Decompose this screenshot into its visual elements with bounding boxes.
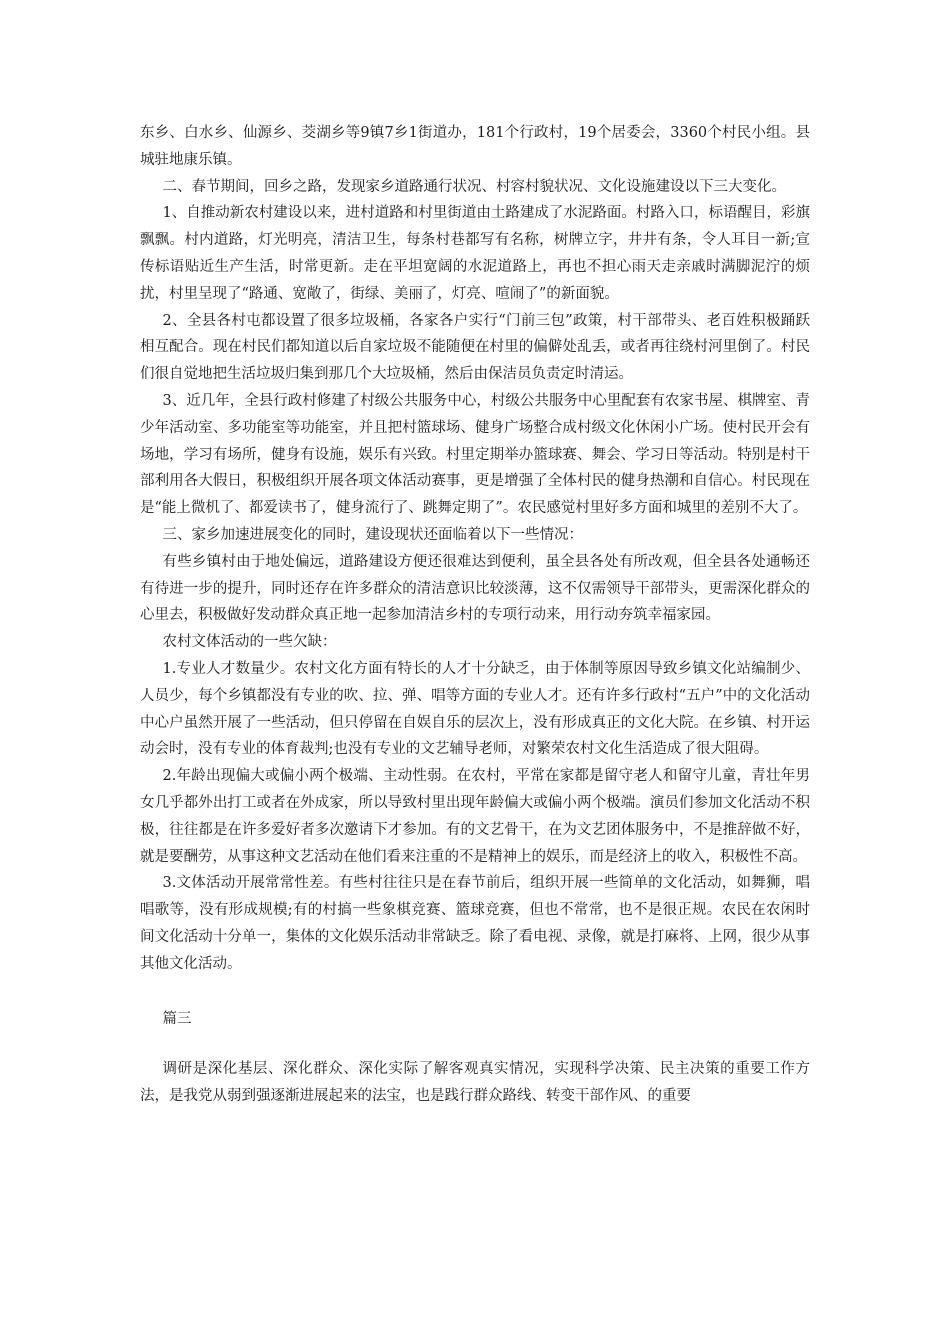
- paragraph-deficiency-age: 2.年龄出现偏大或偏小两个极端、主动性弱。在农村，平常在家都是留守老人和留守儿童，青壮年男女几乎都外出打工或者在外成家，所以导致村里出现年龄偏大或偏小两个极端。演员们参加文化活动不积极，往往都是在许多爱好者多次邀请下才参加。有的文艺骨干，在为文艺团体服务中，不是推辞做不好，就是要酬劳，从事这种文艺活动在他们看来注重的不是精神上的娱乐，而是经济上的收入，积极性不高。: [140, 768, 810, 865]
- paragraph-research-intro: 调研是深化基层、深化群众、深化实际了解客观真实情况，实现科学决策、民主决策的重要工作方法，是我党从弱到强逐渐进展起来的法宝，也是践行群众路线、转变干部作风、的重要: [140, 1061, 810, 1105]
- paragraph-intro-continued: 东乡、白水乡、仙源乡、茭湖乡等9镇7乡1街道办，181个行政村，19个居委会，3360个村民小组。县城驻地康乐镇。: [140, 125, 810, 168]
- paragraph-change-culture: 3、近几年，全县行政村修建了村级公共服务中心，村级公共服务中心里配套有农家书屋、棋牌室、青少年活动室、多功能室等功能室，并且把村篮球场、健身广场整合成村级文化休闲小广场。使村民开会有场地，学习有场所，健身有设施，娱乐有兴致。村里定期举办篮球赛、舞会、学习日等活动。特别是村干部利用各大假日，积极组织开展各项文体活动赛事，更是增强了全体村民的健身热潮和自信心。村民现在是“能上微机了、都爱读书了，健身流行了、跳舞定期了”。农民感觉村里好多方面和城里的差别不大了。: [140, 392, 810, 517]
- paragraph-section-three: 三、家乡加速进展变化的同时，建设现状还面临着以下一些情况：: [162, 526, 583, 543]
- paragraph-change-roads: 1、自推动新农村建设以来，进村道路和村里街道由土路建成了水泥路面。村路入口，标语醒目，彩旗飘飘。村内道路，灯光明亮，清洁卫生，每条村巷都写有名称，树牌立字，井井有条，令人耳目一新;宣传标语贴近生产生活，时常更新。走在平坦宽阔的水泥道路上，再也不担心雨天走亲戚时满脚泥泞的烦扰，村里呈现了“路通、宽敞了，街绿、美丽了，灯亮、喧闹了”的新面貌。: [140, 205, 810, 302]
- paragraph-remaining-issues: 有些乡镇村由于地处偏远，道路建设方便还很难达到便利，虽全县各处有所改观，但全县各处通畅还有待进一步的提升，同时还存在许多群众的清洁意识比较淡薄，这不仅需领导干部带头，更需深化群众的心里去，积极做好发动群众真正地一起参加清洁乡村的专项行动来，用行动夯筑幸福家园。: [140, 553, 810, 624]
- section-heading-part-three: 篇三: [162, 1010, 192, 1027]
- paragraph-deficiency-talent: 1.专业人才数量少。农村文化方面有特长的人才十分缺乏，由于体制等原因导致乡镇文化站编制少、人员少，每个乡镇都没有专业的吹、拉、弹、唱等方面的专业人才。还有许多行政村“五户”中的文化活动中心户虽然开展了一些活动，但只停留在自娱自乐的层次上，没有形成真正的文化大院。在乡镇、村开运动会时，没有专业的体育裁判;也没有专业的文艺辅导老师，对繁荣农村文化生活造成了很大阻碍。: [140, 660, 810, 758]
- paragraph-deficiency-regularity: 3.文体活动开展常常性差。有些村往往只是在春节前后，组织开展一些简单的文化活动，如舞狮，唱唱歌等，没有形成规模;有的村搞一些象棋竞赛、篮球竞赛，但也不常常，也不是很正规。农民在农闲时间文化活动十分单一，集体的文化娱乐活动非常缺乏。除了看电视、录像，就是打麻将、上网，很少从事其他文化活动。: [140, 875, 810, 972]
- paragraph-change-sanitation: 2、全县各村屯都设置了很多垃圾桶，各家各户实行“门前三包”政策，村干部带头、老百姓积极踊跃相互配合。现在村民们都知道以后自家垃圾不能随便在村里的偏僻处乱丢，或者再往绕村河里倒了。村民们很自觉地把生活垃圾归集到那几个大垃圾桶，然后由保洁员负责定时清运。: [140, 312, 810, 383]
- paragraph-section-two: 二、春节期间，回乡之路，发现家乡道路通行状况、村容村貌状况、文化设施建设以下三大变化。: [162, 178, 786, 195]
- document-body: [140, 120, 810, 1110]
- paragraph-deficiencies-heading: 农村文体活动的一些欠缺：: [162, 634, 337, 651]
